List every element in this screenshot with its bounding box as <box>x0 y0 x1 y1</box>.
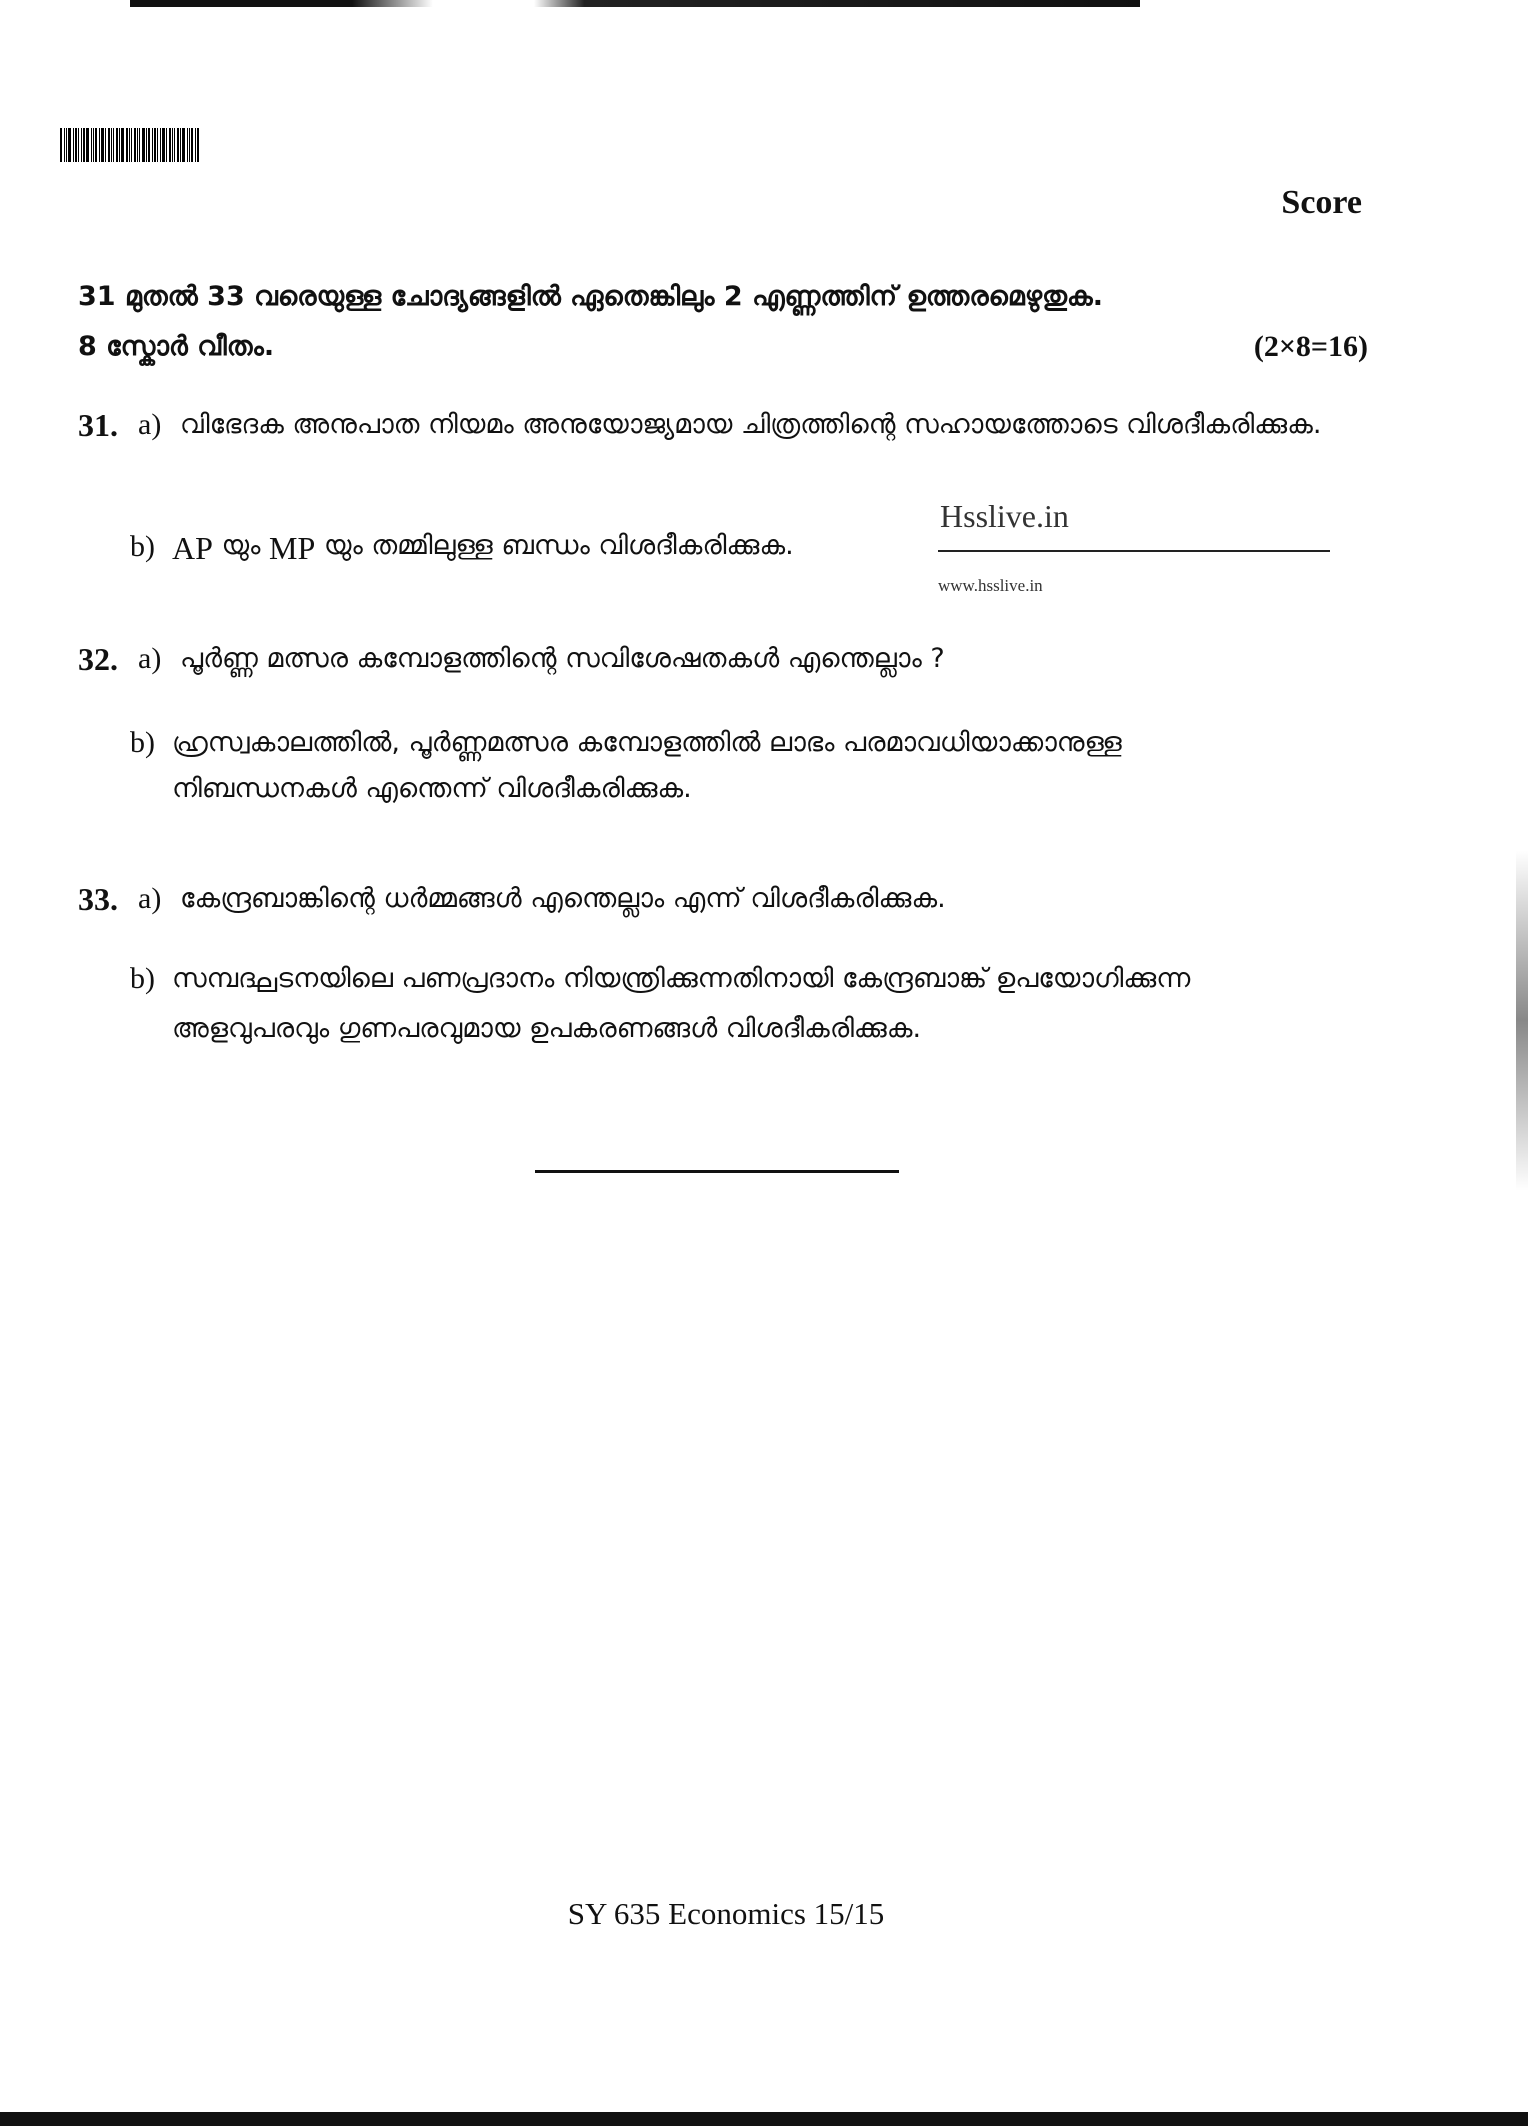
barcode-bar <box>105 128 106 162</box>
question-32-part-b <box>130 720 1280 812</box>
scan-edge-right <box>1516 0 1528 2126</box>
scan-edge-bottom <box>0 2112 1528 2126</box>
question-31-part-b <box>130 530 794 567</box>
part-text: ഹ്രസ്വകാലത്തിൽ, പൂർണ്ണമത്സര കമ്പോളത്തിൽ ലാഭം പരമാവധിയാക്കാനുള്ള നിബന്ധനകൾ എന്തെന്ന് വിശദീകരിക്കുക. <box>172 727 1122 804</box>
instruction-line-2: 8 സ്കോർ വീതം. <box>78 331 275 362</box>
barcode-bar <box>154 128 156 162</box>
question-32-part-a <box>78 636 1338 682</box>
barcode-bar <box>166 128 167 162</box>
barcode-bar <box>64 128 65 162</box>
question-31 <box>78 402 1338 448</box>
instruction-line-2-row <box>78 322 1368 372</box>
barcode-bar <box>95 128 97 162</box>
barcode-bar <box>111 128 112 162</box>
barcode-bar <box>162 128 165 162</box>
barcode-bar <box>83 128 85 162</box>
section-marks: (2×8=16) <box>1253 330 1368 363</box>
question-number: 32. <box>78 641 118 677</box>
barcode-bar <box>108 128 110 162</box>
barcode-bar <box>169 128 171 162</box>
question-32 <box>78 636 1338 682</box>
barcode-bar <box>187 128 188 162</box>
barcode-bar <box>191 128 193 162</box>
barcode-bar <box>86 128 89 162</box>
end-of-section-rule <box>535 1170 899 1173</box>
score-label: Score <box>1281 184 1362 221</box>
conjunction-text: യും <box>221 530 261 561</box>
question-33-part-b <box>130 954 1350 1054</box>
barcode-bar <box>177 128 179 162</box>
barcode-bar <box>182 128 185 162</box>
barcode-bar <box>197 128 199 162</box>
barcode-bar <box>131 128 132 162</box>
barcode-bar <box>142 128 145 162</box>
barcode-bar <box>81 128 82 162</box>
barcode-bar <box>137 128 138 162</box>
term-ap: AP <box>172 530 213 566</box>
watermark-underline <box>938 550 1330 552</box>
watermark <box>930 498 1330 595</box>
barcode-bar <box>180 128 181 162</box>
term-mp: MP <box>269 530 316 566</box>
barcode-bar <box>174 128 175 162</box>
barcode-bar <box>78 128 79 162</box>
barcode-bar <box>148 128 150 162</box>
barcode-bar <box>160 128 161 162</box>
barcode-bar <box>121 128 124 162</box>
question-33-part-a <box>78 876 1338 922</box>
question-number: 31. <box>78 407 118 443</box>
part-text: പൂർണ്ണ മത്സര കമ്പോളത്തിന്റെ സവിശേഷതകൾ എന്തെല്ലാം ? <box>180 643 945 674</box>
barcode-bar <box>66 128 67 162</box>
instruction-line-1: 31 മുതൽ 33 വരെയുള്ള ചോദ്യങ്ങളിൽ ഏതെങ്കിലും 2 എണ്ണത്തിന് ഉത്തരമെഴുതുക. <box>78 281 1103 312</box>
barcode-bar <box>101 128 104 162</box>
barcode-bar <box>68 128 71 162</box>
barcode-bar <box>126 128 128 162</box>
part-letter: b) <box>130 962 155 995</box>
barcode-bar <box>172 128 173 162</box>
barcode-bar <box>60 128 62 162</box>
section-instruction <box>78 272 1368 372</box>
part-letter: b) <box>130 726 155 759</box>
part-text: സമ്പദ്ഘടനയിലെ പണപ്രദാനം നിയന്ത്രിക്കുന്നതിനായി കേന്ദ്രബാങ്ക് ഉപയോഗിക്കുന്ന അളവുപരവും ഗുണപരവുമായ ഉപകരണങ്ങൾ വിശദീകരിക്കുക. <box>172 963 1191 1044</box>
part-letter: a) <box>138 882 162 915</box>
part-letter: a) <box>138 642 162 675</box>
barcode-bar <box>119 128 120 162</box>
barcode-bar <box>134 128 136 162</box>
barcode-bar <box>146 128 147 162</box>
barcode-bar <box>195 128 196 162</box>
barcode-bar <box>139 128 140 162</box>
part-text: വിഭേദക അനുപാത നിയമം അനുയോജ്യമായ ചിത്രത്തിന്റെ സഹായത്തോടെ വിശദീകരിക്കുക. <box>180 409 1322 440</box>
question-33 <box>78 876 1338 922</box>
page-footer: SY 635 Economics 15/15 <box>567 1896 885 1931</box>
barcode-bar <box>113 128 114 162</box>
barcode-bar <box>129 128 130 162</box>
barcode-bar <box>189 128 190 162</box>
barcode-bar <box>75 128 77 162</box>
barcode-bar <box>152 128 153 162</box>
barcode-bar <box>116 128 118 162</box>
barcode-bar <box>99 128 100 162</box>
part-text: യും തമ്മിലുള്ള ബന്ധം വിശദീകരിക്കുക. <box>323 530 794 561</box>
watermark-url: www.hsslive.in <box>938 576 1043 595</box>
question-31-part-a <box>78 402 1338 448</box>
watermark-brand: Hsslive.in <box>940 498 1069 534</box>
barcode <box>60 128 260 162</box>
part-letter: a) <box>138 408 162 441</box>
scan-edge-top <box>130 0 1140 7</box>
part-letter: b) <box>130 530 155 563</box>
barcode-bar <box>93 128 94 162</box>
question-number: 33. <box>78 881 118 917</box>
barcode-bar <box>91 128 92 162</box>
barcode-bar <box>157 128 158 162</box>
part-text: കേന്ദ്രബാങ്കിന്റെ ധർമ്മങ്ങൾ എന്തെല്ലാം എന്ന് വിശദീകരിക്കുക. <box>180 883 946 914</box>
barcode-bar <box>73 128 74 162</box>
